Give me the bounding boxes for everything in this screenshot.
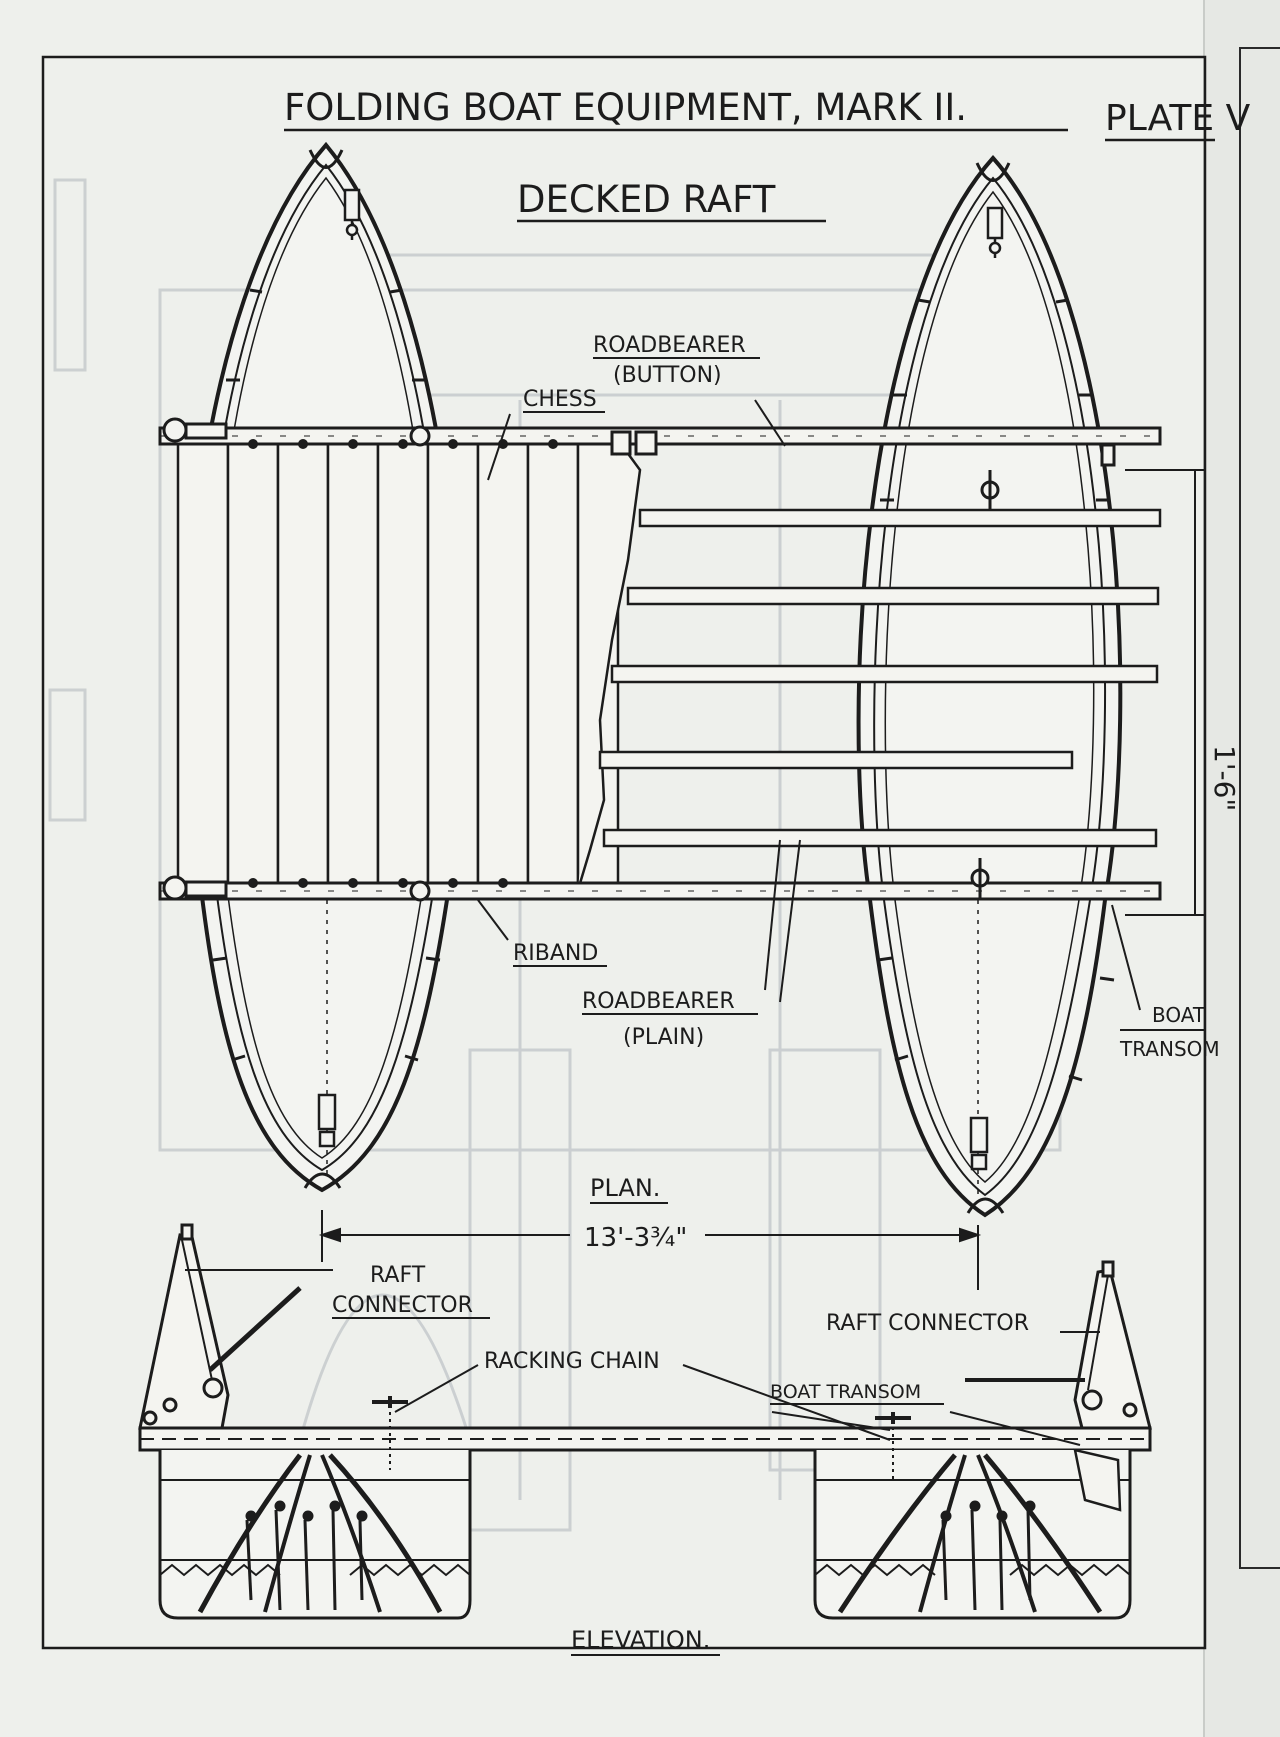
top-riband	[160, 428, 1160, 444]
elevation-title: ELEVATION.	[571, 1626, 711, 1654]
chess-deck	[178, 440, 618, 890]
span-dimension-label: 13'-3¾"	[584, 1223, 688, 1253]
raft-connector-left-label: RAFT	[370, 1263, 426, 1288]
roadbearer-plain-label: ROADBEARER	[582, 989, 735, 1014]
boat-transom-label: BOAT	[1152, 1003, 1206, 1027]
left-boat-elevation	[160, 1450, 470, 1618]
subtitle: DECKED RAFT	[517, 178, 776, 221]
plate-number: PLATE V	[1105, 98, 1251, 139]
chess-label: CHESS	[523, 387, 597, 412]
title: FOLDING BOAT EQUIPMENT, MARK II.	[284, 86, 968, 129]
bottom-riband	[160, 883, 1160, 899]
racking-chain-label: RACKING CHAIN	[484, 1349, 660, 1374]
boat-transom-elevation-label: BOAT TRANSOM	[770, 1381, 922, 1403]
plan-title: PLAN.	[590, 1174, 661, 1202]
roadbearer-button-label: ROADBEARER	[593, 333, 746, 358]
transom-label: TRANSOM	[1120, 1037, 1220, 1061]
width-dimension-label: 1'-6"	[1208, 745, 1241, 812]
roadbearer-button-sub: (BUTTON)	[613, 363, 722, 388]
elevation-deck	[140, 1428, 1150, 1450]
raft-connector-right-label: RAFT CONNECTOR	[826, 1311, 1030, 1336]
riband-label: RIBAND	[513, 941, 599, 966]
adjacent-page	[1205, 0, 1280, 1737]
roadbearer-plain-sub: (PLAIN)	[623, 1025, 705, 1050]
right-bow-fitting	[988, 208, 1002, 258]
raft-connector-left-sub: CONNECTOR	[332, 1293, 473, 1318]
left-bow-fitting	[345, 190, 359, 240]
